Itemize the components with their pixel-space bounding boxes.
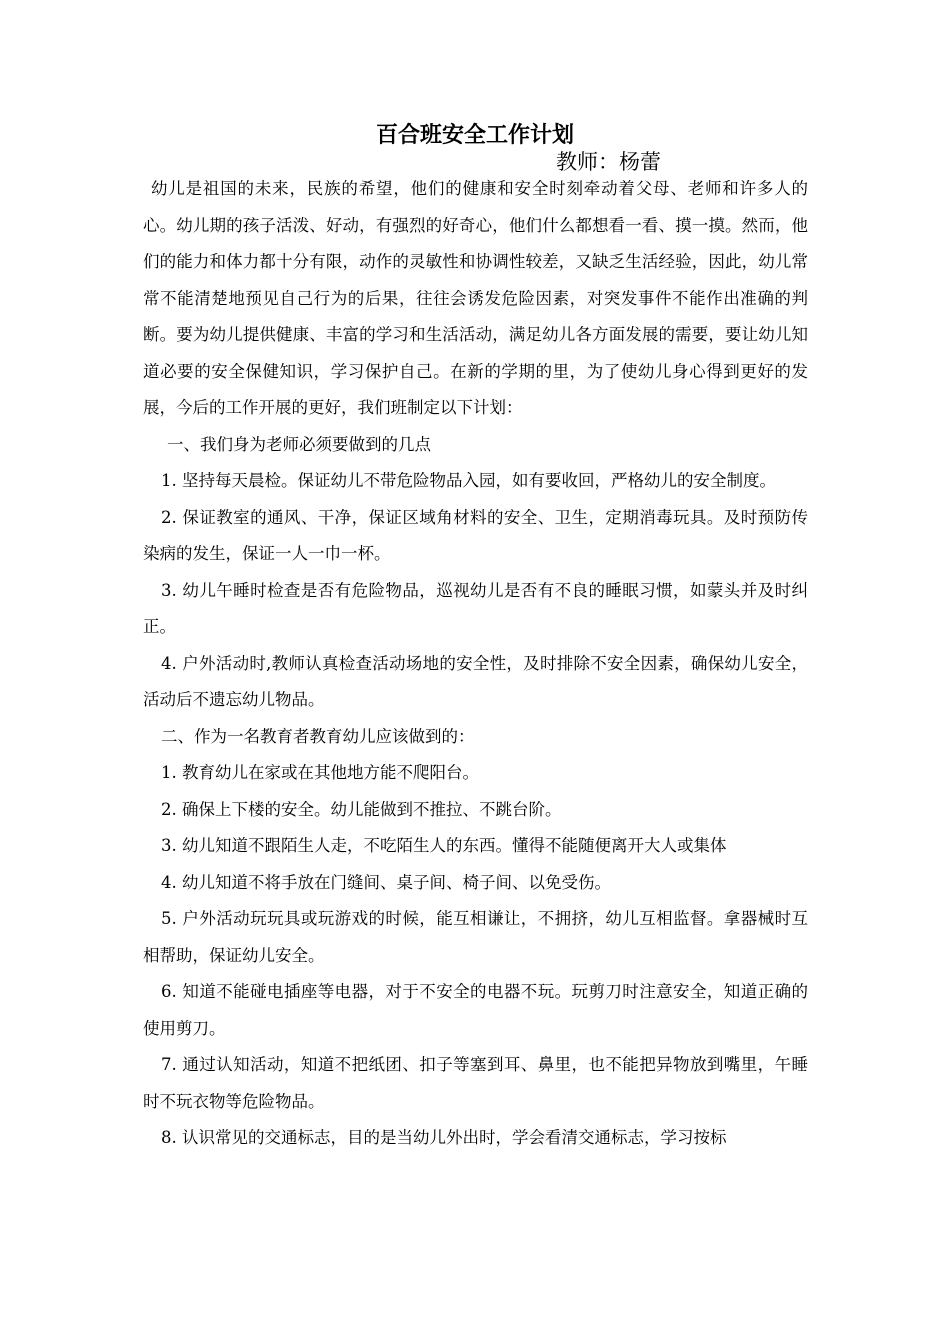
list-item: 8. 认识常见的交通标志，目的是当幼儿外出时，学会看清交通标志，学习按标 [161, 1128, 727, 1147]
list-item: 2. 确保上下楼的安全。幼儿能做到不推拉、不跳台阶。 [161, 799, 562, 819]
list-item: 6. 知道不能碰电插座等电器，对于不安全的电器不玩。玩剪刀时注意安全，知道正确的使用剪刀。 [143, 982, 808, 1038]
list-item: 1. 教育幼儿在家或在其他地方能不爬阳台。 [161, 763, 479, 782]
list-item: 7. 通过认知活动，知道不把纸团、扣子等塞到耳、鼻里，也不能把异物放到嘴里，午睡时不玩衣物等危险物品。 [143, 1055, 808, 1111]
intro-paragraph: 幼儿是祖国的未来，民族的希望，他们的健康和安全时刻牵动着父母、老师和许多人的心。幼儿期的孩子活泼、好动，有强烈的好奇心，他们什么都想看一看、摸一摸。然而，他们的能力和体力都十分有限，动作的灵敏性和协调性较差，又缺乏生活经验，因此，幼儿常常不能清楚地预见自己行为的后果，往往会诱发危险因素，对突发事件不能作出准确的判断。要为幼儿提供健康、丰富的学习和生活活动，满足幼儿各方面发展的需要，要让幼儿知道必要的安全保健知识，学习保护自己。在新的学期的里，为了使幼儿身心得到更好的发展，今后的工作开展的更好，我们班制定以下计划： [143, 179, 808, 417]
document-body [143, 171, 808, 1157]
list-item: 5. 户外活动玩玩具或玩游戏的时候，能互相谦让，不拥挤，幼儿互相监督。拿器械时互相帮助，保证幼儿安全。 [143, 909, 808, 965]
list-item: 2. 保证教室的通风、干净，保证区域角材料的安全、卫生，定期消毒玩具。及时预防传染病的发生，保证一人一巾一杯。 [143, 507, 808, 563]
list-item: 3. 幼儿知道不跟陌生人走，不吃陌生人的东西。懂得不能随便离开大人或集体 [161, 836, 727, 855]
document-title: 百合班安全工作计划 [375, 122, 574, 148]
list-item: 4. 幼儿知道不将手放在门缝间、桌子间、椅子间、以免受伤。 [161, 872, 611, 892]
list-item: 4. 户外活动时,教师认真检查活动场地的安全性，及时排除不安全因素，确保幼儿安全，活动后不遗忘幼儿物品。 [143, 653, 808, 709]
list-item: 1. 坚持每天晨检。保证幼儿不带危险物品入园，如有要收回，严格幼儿的安全制度。 [161, 471, 776, 490]
section-heading: 二、作为一名教育者教育幼儿应该做到的： [161, 726, 475, 746]
teacher-name: 教师：杨蕾 [556, 150, 661, 174]
section-heading: 一、我们身为老师必须要做到的几点 [167, 434, 431, 454]
list-item: 3. 幼儿午睡时检查是否有危险物品，巡视幼儿是否有不良的睡眠习惯，如蒙头并及时纠正。 [143, 580, 808, 636]
